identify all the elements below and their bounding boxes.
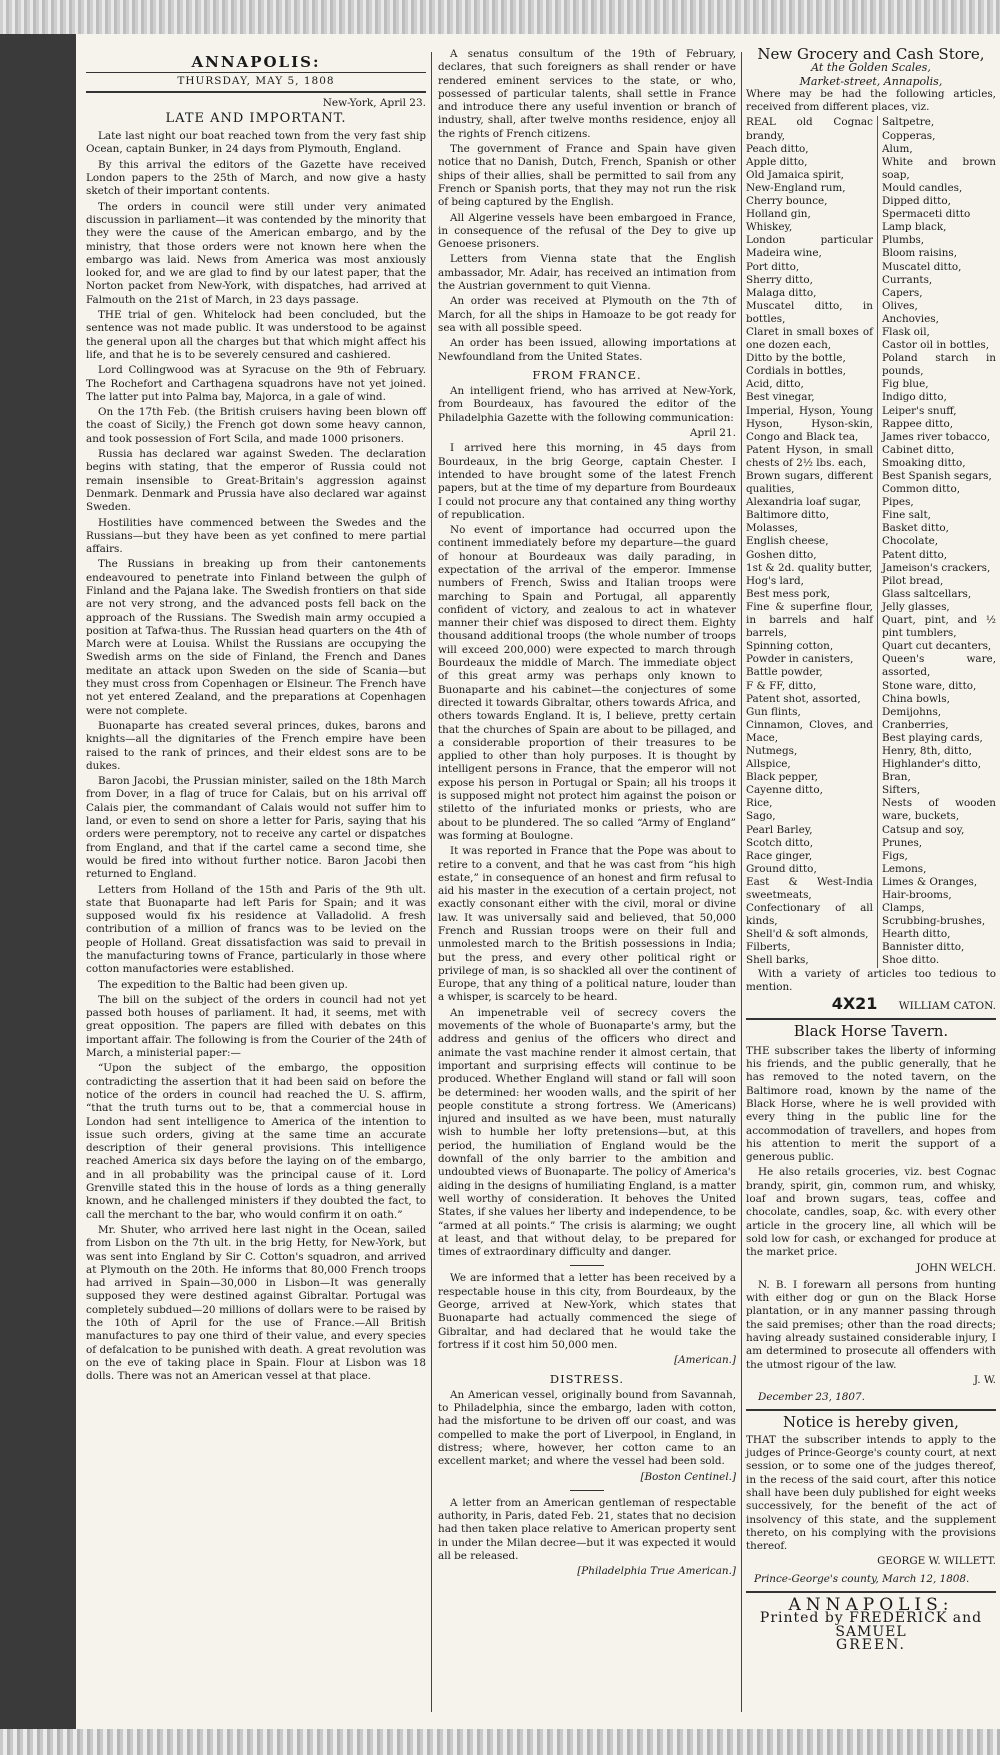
source-credit: [Philadelphia True American.] [577, 1565, 736, 1578]
paragraph: Late last night our boat reached town from the very fast ship Ocean, captain Bunker, in 24 days from Plymouth, England. [86, 130, 426, 156]
grocery-item: Scrubbing-brushes, [881, 915, 986, 928]
advertiser-name: GEORGE W. WILLETT. [877, 1555, 996, 1568]
paragraph: The government of France and Spain have given notice that no Danish, Dutch, French, Spanish or other ships of their allies, shall be permitted to sail from any French or Spanish ports, that they may not run the risk of being captured by the English. [438, 143, 736, 209]
grocery-item: Alum, [881, 142, 913, 155]
grocery-item: Holland gin, [746, 208, 811, 221]
paragraph: Buonaparte has created several princes, dukes, barons and knights—all the dignitaries of the French empire have been raised to the rank of princes, and their eldest sons are to be dukes. [86, 719, 426, 772]
grocery-item: Basket ditto, [881, 522, 949, 535]
grocery-item: Figs, [881, 849, 908, 862]
grocery-item: F & FF, ditto, [746, 679, 817, 692]
grocery-item: Filberts, [746, 941, 791, 954]
grocery-item: Malaga ditto, [746, 286, 817, 299]
grocery-signature [746, 994, 996, 1014]
column-rule [741, 52, 742, 1712]
grocery-item: Nests of wooden ware, buckets, [881, 797, 996, 823]
grocery-item: Goshen ditto, [746, 548, 817, 561]
grocery-item: Rappee ditto, [881, 417, 953, 430]
grocery-items-left [746, 116, 873, 967]
grocery-item: Dipped ditto, [881, 195, 951, 208]
grocery-item: Plumbs, [881, 234, 925, 247]
grocery-item: Jelly glasses, [881, 600, 950, 613]
paragraph: An order has been issued, allowing importations at Newfoundland from the United States. [438, 337, 736, 363]
grocery-item: Black pepper, [746, 771, 818, 784]
grocery-item: Cabinet ditto, [881, 443, 955, 456]
grocery-item: Chocolate, [881, 535, 939, 548]
grocery-item: Bloom raisins, [881, 247, 958, 260]
grocery-item: Shoe ditto. [881, 954, 940, 967]
grocery-item: Apple ditto, [746, 155, 808, 168]
headline: LATE AND IMPORTANT. [165, 110, 347, 126]
grocery-item: Cinnamon, Cloves, and Mace, [746, 718, 873, 744]
grocery-item: Battle powder, [746, 666, 823, 679]
grocery-item: Common ditto, [881, 483, 960, 496]
paragraph: A letter from an American gentleman of respectable authority, in Paris, dated Feb. 21, states that no decision had then taken place relative to American property sent in under the Milan decree—but it was expected it would all be released. [438, 1496, 736, 1563]
grocery-item: Anchovies, [881, 312, 939, 325]
grocery-item: Bannister ditto, [881, 941, 965, 954]
paragraph: Russia has declared war against Sweden. The declaration begins with stating, that the emperor of Russia could not remain insensible to Great-Britain's aggression against Denmark. Denmark and Prussia have also declared war against Sweden. [86, 448, 426, 514]
grocery-item: Cordials in bottles, [746, 365, 846, 378]
column-3 [746, 45, 996, 1653]
grocery-item: Old Jamaica spirit, [746, 168, 844, 181]
divider [570, 1265, 604, 1266]
grocery-item: Leiper's snuff, [881, 404, 957, 417]
source-credit: [Boston Centinel.] [640, 1470, 736, 1483]
grocery-item: Saltpetre, [881, 116, 935, 129]
grocery-item: Henry, 8th, ditto, [881, 744, 972, 757]
grocery-item: Sherry ditto, [746, 273, 813, 286]
grocery-item: Best playing cards, [881, 731, 983, 744]
column-rule [431, 52, 432, 1712]
grocery-item: London particular Madeira wine, [746, 234, 873, 260]
notice-text: THAT the subscriber intends to apply to the judges of Prince-George's county court, at next session, or to some one of the judges thereof, in the recess of the said court, after this notice shall have been duly published for eight weeks successively, for the benefit of the act of insolvency of this state, and the supplement thereto, on his complying with the provisions thereof. [746, 1433, 996, 1553]
grocery-item: Rice, [746, 797, 773, 810]
grocery-item: Prunes, [881, 836, 923, 849]
paragraph: An intelligent friend, who has arrived at New-York, from Bourdeaux, has favoured the editor of the Philadelphia Gazette with the following communication: [438, 385, 736, 424]
notice-date: December 23, 1807. [758, 1391, 865, 1404]
grocery-item: 1st & 2d. quality butter, [746, 561, 873, 574]
grocery-item: Port ditto, [746, 260, 800, 273]
divider [746, 1409, 996, 1411]
divider [570, 1490, 604, 1491]
printer-imprint [746, 1595, 996, 1653]
tavern-ad-text: He also retails groceries, viz. best Cognac brandy, spirit, gin, common rum, and whisky, loaf and brown sugars, teas, coffee and chocolate, candles, soap, &c. with every other article in the grocery line, all which will be sold low for cash, or exchanged for produce at the market price. [746, 1166, 996, 1259]
paragraph: Lord Collingwood was at Syracuse on the 9th of February. The Rochefort and Carthagena squadrons have not yet joined. The latter put into Palma bay, Majorca, in a gale of wind. [86, 364, 426, 403]
advertiser-name: JOHN WELCH. [916, 1261, 996, 1274]
paragraph: Baron Jacobi, the Prussian minister, sailed on the 18th March from Dover, in a flag of truce for Calais, but on his arrival off Calais pier, the commandant of Calais would not suffer him to land, or even to send on shore a letter for Paris, saying that his orders were peremptory, not to receive any cartel or dispatches from England, and that if the cartel came a second time, she would be fired into without further notice. Baron Jacobi then returned to England. [86, 775, 426, 881]
grocery-item: Pipes, [881, 496, 914, 509]
grocery-item: Race ginger, [746, 849, 813, 862]
grocery-item: Indigo ditto, [881, 391, 947, 404]
grocery-ad-subtitle: At the Golden Scales, [811, 61, 931, 75]
grocery-item: White and brown soap, [881, 155, 996, 181]
grocery-item: New-England rum, [746, 181, 846, 194]
grocery-item: Confectionary of all kinds, [746, 902, 873, 928]
paragraph: Mr. Shuter, who arrived here last night in the Ocean, sailed from Lisbon on the 7th ult. in the brig Hetty, for New-York, but was sent into England by Sir C. Cotton's squadron, and arrived at Plymouth on the 20th. He informs that 80,000 French troops had arrived in Spain—30,000 in Lisbon—It was generally supposed they were destined against Gibraltar. Portugal was completely subdued—20 millions of dollars were to be raised by the 10th of April for the use of France.—All British manufactures to pay one third of their value, and every species of defalcation to be punished with death. A great revolution was on the eve of taking place in Spain. Flour at Lisbon was 18 dolls. There was not an American vessel at that place. [86, 1223, 426, 1383]
paragraph: The orders in council were still under very animated discussion in parliament—it was contended by the minority that they were the cause of the American embargo, and by the ministry, that those orders were not known here when the embargo was laid. News from America was most anxiously looked for, and we are glad to find by our latest paper, that the Norton packet from New-York, with dispatches, had arrived at Falmouth on the 21st of March, in 23 days passage. [86, 200, 426, 306]
paragraph: I arrived here this morning, in 45 days from Bourdeaux, in the brig George, captain Chester. I intended to have brought some of the latest French papers, but at the time of my departure from Bourdeaux I could not procure any that contained any thing worthy of republication. [438, 442, 736, 521]
grocery-item: Best vinegar, [746, 391, 815, 404]
grocery-item: Hair-brooms, [881, 889, 952, 902]
paragraph: The expedition to the Baltic had been given up. [98, 978, 348, 991]
grocery-item: Olives, [881, 299, 918, 312]
grocery-item: Patent shot, assorted, [746, 692, 861, 705]
grocery-item: Queen's ware, assorted, [881, 653, 996, 679]
grocery-item: Scotch ditto, [746, 836, 814, 849]
grocery-item: Fig blue, [881, 378, 929, 391]
grocery-item: Clamps, [881, 902, 925, 915]
grocery-item: Pilot bread, [881, 574, 944, 587]
grocery-item: Pearl Barley, [746, 823, 813, 836]
notice-date: Prince-George's county, March 12, 1808. [754, 1572, 970, 1585]
grocery-item: English cheese, [746, 535, 829, 548]
grocery-item: Shell barks, [746, 954, 809, 967]
paragraph: An American vessel, originally bound from Savannah, to Philadelphia, since the embargo, laden with cotton, had the misfortune to be driven off our coast, and was compelled to make the port of Liverpool, in England, in distress; where, however, her cotton came to an excellent market; and where the vessel had been sold. [438, 1388, 736, 1468]
column-1 [86, 53, 426, 1386]
grocery-item: Muscatel ditto, in bottles, [746, 299, 873, 325]
grocery-item: Castor oil in bottles, [881, 339, 990, 352]
paragraph: A senatus consultum of the 19th of February, declares, that such foreigners as shall render or have rendered eminent services to the state, or who, possessed of particular talents, shall settle in France and introduce there any useful invention or branch of industry, shall, after twelve months residence, enjoy all the rights of French citizens. [438, 48, 736, 140]
column-2 [438, 48, 736, 1583]
grocery-item: Demijohns, [881, 705, 942, 718]
grocery-item-list [746, 116, 996, 967]
grocery-item: Ditto by the bottle, [746, 352, 846, 365]
grocery-item: Poland starch in pounds, [881, 352, 996, 378]
grocery-item: Cranberries, [881, 718, 949, 731]
paragraph: The Russians in breaking up from their cantonements endeavoured to penetrate into Finland between the gulph of Finland and the Pajana lake. The Swedish frontiers on that side are not very strong, and the advanced posts fell back on the approach of the Russians. The Swedish main army occupied a position at Tafwa-thus. The Russian head quarters on the 4th of March were at Louisa. Whilst the Russians are occupying the Swedish arms on the side of Finland, the French and Danes meditate an attack upon Sweden on the side of Scania—but they must cross from Copenhagen or Elsineur. The French have not yet entered Zealand, and the preparations at Copenhagen were not complete. [86, 558, 426, 717]
grocery-item: Currants, [881, 273, 933, 286]
grocery-item: Patent ditto, [881, 548, 948, 561]
dateline: New-York, April 23. [322, 96, 426, 109]
notice-text: N. B. I forewarn all persons from hunting with either dog or gun on the Black Horse plantation, or in any manner passing through the said premises; other than the road directs; having already sustained considerable injury, I am determined to prosecute all offenders with the utmost rigour of the law. [746, 1278, 996, 1371]
grocery-item: Fine salt, [881, 509, 931, 522]
grocery-item: Alexandria loaf sugar, [746, 496, 862, 509]
grocery-item: Peach ditto, [746, 142, 809, 155]
grocery-item: Molasses, [746, 522, 798, 535]
grocery-item: Stone ware, ditto, [881, 679, 977, 692]
grocery-item: Best mess pork, [746, 587, 831, 600]
grocery-item: Shell'd & soft almonds, [746, 928, 869, 941]
grocery-item: East & West-India sweetmeats, [746, 875, 873, 902]
section-heading: DISTRESS. [549, 1371, 625, 1386]
grocery-item: Muscatel ditto, [881, 260, 962, 273]
grocery-item: Glass saltcellars, [881, 587, 972, 600]
grocery-item: Imperial, Hyson, Young Hyson, Hyson-skin, Congo and Black tea, [746, 404, 873, 443]
grocery-item: Highlander's ditto, [881, 758, 982, 771]
grocery-variety: With a variety of articles too tedious to mention. [746, 967, 996, 993]
issue-date: THURSDAY, MAY 5, 1808 [86, 72, 426, 92]
grocery-item: Spinning cotton, [746, 640, 834, 653]
grocery-item: Patent Hyson, in small chests of 2½ lbs. each, [746, 443, 873, 469]
scan-bottom-edge [0, 1729, 1000, 1755]
grocery-item: Sago, [746, 810, 776, 823]
grocery-item: Quart cut decanters, [881, 640, 992, 653]
grocery-item: Hog's lard, [746, 574, 804, 587]
paragraph: On the 17th Feb. (the British cruisers having been blown off the coast of Sicily,) the French got down some heavy cannon, and took possession of Fort Scila, and made 1000 prisoners. [86, 406, 426, 445]
initials: J. W. [973, 1373, 996, 1386]
tavern-ad-title: Black Horse Tavern. [793, 1022, 949, 1041]
grocery-item: Jameison's crackers, [881, 561, 991, 574]
paragraph: An order was received at Plymouth on the 7th of March, for all the ships in Hamoaze to be got ready for sea with all possible speed. [438, 295, 736, 334]
grocery-item: Copperas, [881, 129, 936, 142]
divider [746, 1018, 996, 1020]
paragraph: Hostilities have commenced between the Swedes and the Russians—but they have been as yet confined to mere partial affairs. [86, 516, 426, 556]
grocery-item: Nutmegs, [746, 744, 798, 757]
masthead: ANNAPOLIS: [191, 53, 321, 71]
grocery-item: Hearth ditto, [881, 928, 951, 941]
imprint-printers: Printed by FREDERICK and SAMUEL [759, 1610, 983, 1640]
grocery-ad-intro: Where may be had the following articles, received from different places, viz. [746, 87, 996, 114]
grocery-item: Sifters, [881, 784, 921, 797]
grocery-item: Spermaceti ditto [881, 208, 971, 221]
paragraph: Letters from Holland of the 15th and Paris of the 9th ult. state that Buonaparte had left Paris for Spain; and it was supposed would fix his residence at Valladolid. A fresh contribution of a million of francs was to be levied on the people of Holland. Great dissatisfaction was said to prevail in the manufacturing towns of France, particularly in those where cotton manufactories were established. [86, 883, 426, 976]
source-credit: [American.] [674, 1354, 736, 1367]
grocery-item: Smoaking ditto, [881, 456, 966, 469]
imprint-place: ANNAPOLIS: [788, 1595, 954, 1616]
grocery-item: Capers, [881, 286, 923, 299]
grocery-items-right [877, 116, 996, 967]
grocery-item: Catsup and soy, [881, 823, 965, 836]
newspaper-page [76, 34, 1000, 1729]
paragraph: By this arrival the editors of the Gazette have received London papers to the 25th of March, and now give a hasty sketch of their important contents. [86, 158, 426, 198]
grocery-item: China bowls, [881, 692, 950, 705]
grocery-item: Best Spanish segars, [881, 470, 992, 483]
paragraph: An impenetrable veil of secrecy covers the movements of the whole of Buonaparte's army, but the address and genius of the officers who direct and animate the vast machine render it almost certain, that important and surprising effects will continue to be produced. Whether England will stand or fall will soon be determined: her wooden walls, and the spirit of her people constitute a strong fortress. We (Americans) injured and insulted as we have been, must naturally wish to humble her lofty pretensions—but, at this period, the humiliation of England would be the downfall of the only barrier to the ambition and undoubted views of Buonaparte. The policy of America's aiding in the designs of humiliating England, is a matter well worthy of consideration. It behoves the United States, if she values her liberty and independence, to be “armed at all points.” The crisis is alarming; we ought at least, and that without delay, to be prepared for times of extraordinary difficulty and danger. [438, 1006, 736, 1259]
imprint-name: GREEN. [836, 1636, 906, 1653]
paragraph: Letters from Vienna state that the English ambassador, Mr. Adair, has received an intimation from the Austrian government to quit Vienna. [438, 253, 736, 293]
notice-title: Notice is hereby given, [783, 1413, 959, 1432]
scan-top-edge [0, 0, 1000, 34]
paragraph: The bill on the subject of the orders in council had not yet passed both houses of parliament. It had, it seems, met with great opposition. The papers are filled with debates on this important affair. The following is from the Courier of the 24th of March, a ministerial paper:— [86, 993, 426, 1060]
grocery-item: James river tobacco, [881, 430, 991, 443]
grocery-item: Quart, pint, and ½ pint tumblers, [881, 614, 996, 640]
grocery-item: Acid, ditto, [746, 378, 804, 391]
grocery-item: REAL old Cognac brandy, [746, 116, 873, 142]
grocery-ad-title: New Grocery and Cash Store, [757, 45, 985, 63]
grocery-item: Powder in canisters, [746, 653, 854, 666]
letter-date: April 21. [689, 427, 736, 440]
grocery-item: Ground ditto, [746, 862, 817, 875]
grocery-item: Baltimore ditto, [746, 509, 830, 522]
divider [746, 1591, 996, 1593]
grocery-item: Lemons, [881, 862, 927, 875]
paragraph: “Upon the subject of the embargo, the opposition contradicting the assertion that it had been said on before the notice of the orders in council had reached the U. S. affirm, “that the truth turns out to be, that a commercial house in London had sent intelligence to America of the intention to issue such orders, giving at the same time an accurate description of their general provisions. This intelligence reached America six days before the laying on of the embargo, and in all probability was the principal cause of it. Lord Grenville stated this in the house of lords as a thing generally known, and he challenged ministers if they doubted the fact, to call the merchant to the bar, who would confirm it on oath.” [86, 1062, 426, 1221]
paragraph: It was reported in France that the Pope was about to retire to a convent, and that he was cast from “his high estate,” in consequence of an honest and firm refusal to aid his master in the execution of a certain project, not exactly consonant either with the civil, moral or divine law. It was universally said and believed, that 50,000 French and Russian troops were on their full and unmolested march to the British possessions in India; but the press, and every other political right or privilege of man, is so shackled all over the continent of Europe, that any thing of a political nature, louder than a whisper, is scarcely to be heard. [438, 845, 736, 1004]
section-heading: FROM FRANCE. [532, 367, 642, 382]
grocery-item: Brown sugars, different qualities, [746, 470, 873, 496]
grocery-item: Allspice, [746, 758, 791, 771]
grocery-item: Fine & superfine flour, in barrels and half barrels, [746, 600, 873, 640]
paragraph: All Algerine vessels have been embargoed in France, in consequence of the refusal of the Dey to give up Genoese prisoners. [438, 211, 736, 251]
grocery-item: Lamp black, [881, 221, 947, 234]
handwritten-mark: 4X21 [831, 994, 878, 1014]
grocery-item: Limes & Oranges, [881, 875, 978, 888]
grocery-item: Flask oil, [881, 325, 930, 338]
grocery-item: Claret in small boxes of one dozen each, [746, 325, 873, 352]
advertiser-name: WILLIAM CATON. [898, 1000, 996, 1013]
paragraph: THE trial of gen. Whitelock had been concluded, but the sentence was not made public. It was understood to be against the general upon all the charges but that which might affect his life, and that he is to be severely censured and cashiered. [86, 309, 426, 361]
grocery-item: Bran, [881, 771, 911, 784]
grocery-item: Whiskey, [746, 221, 793, 234]
paragraph: We are informed that a letter has been received by a respectable house in this city, from Bourdeaux, by the George, arrived at New-York, which states that Buonaparte had actually commenced the siege of Gibraltar, and had declared that he would take the fortress if it cost him 50,000 men. [438, 1272, 736, 1351]
grocery-item: Mould candles, [881, 181, 963, 194]
paragraph: No event of importance had occurred upon the continent immediately before my departure—the guard of honour at Bourdeaux was daily parading, in expectation of the arrival of the emperor. Immense numbers of French, Swiss and Italian troops were marching to Spain and Portugal, all apparently confident of victory, and zealous to act in whatever manner their chief was disposed to direct them. Eighty thousand additional troops (the whole number of troops will exceed 200,000) were expected to march through Bourdeaux the middle of March. The immediate object of this great army was perhaps only known to Buonaparte and his cabinet—the conjectures of some directed it towards Gibraltar, others towards Africa, and others towards England. It is, I believe, pretty certain that the churches of Spain are about to be pillaged, and a considerable proportion of their treasures to be applied to other than holy purposes. It is thought by intelligent persons in France, that the emperor will not expose his person in Portugal or Spain; all his troops it is supposed might not protect him against the poison or stiletto of the infuriated monks or priests, who are about to be plundered. The so called “Army of England” was forming at Boulogne. [438, 524, 736, 842]
tavern-ad-text: THE subscriber takes the liberty of informing his friends, and the public generally, that he has removed to the noted tavern, on the Baltimore road, known by the name of the Black Horse, where he is well provided with every thing in the public line for the accommodation of travellers, and hopes from his attention to merit the support of a generous public. [746, 1044, 996, 1164]
grocery-ad-address: Market-street, Annapolis, [799, 74, 943, 88]
grocery-item: Gun flints, [746, 705, 801, 718]
grocery-item: Cherry bounce, [746, 195, 828, 208]
grocery-item: Cayenne ditto, [746, 784, 823, 797]
